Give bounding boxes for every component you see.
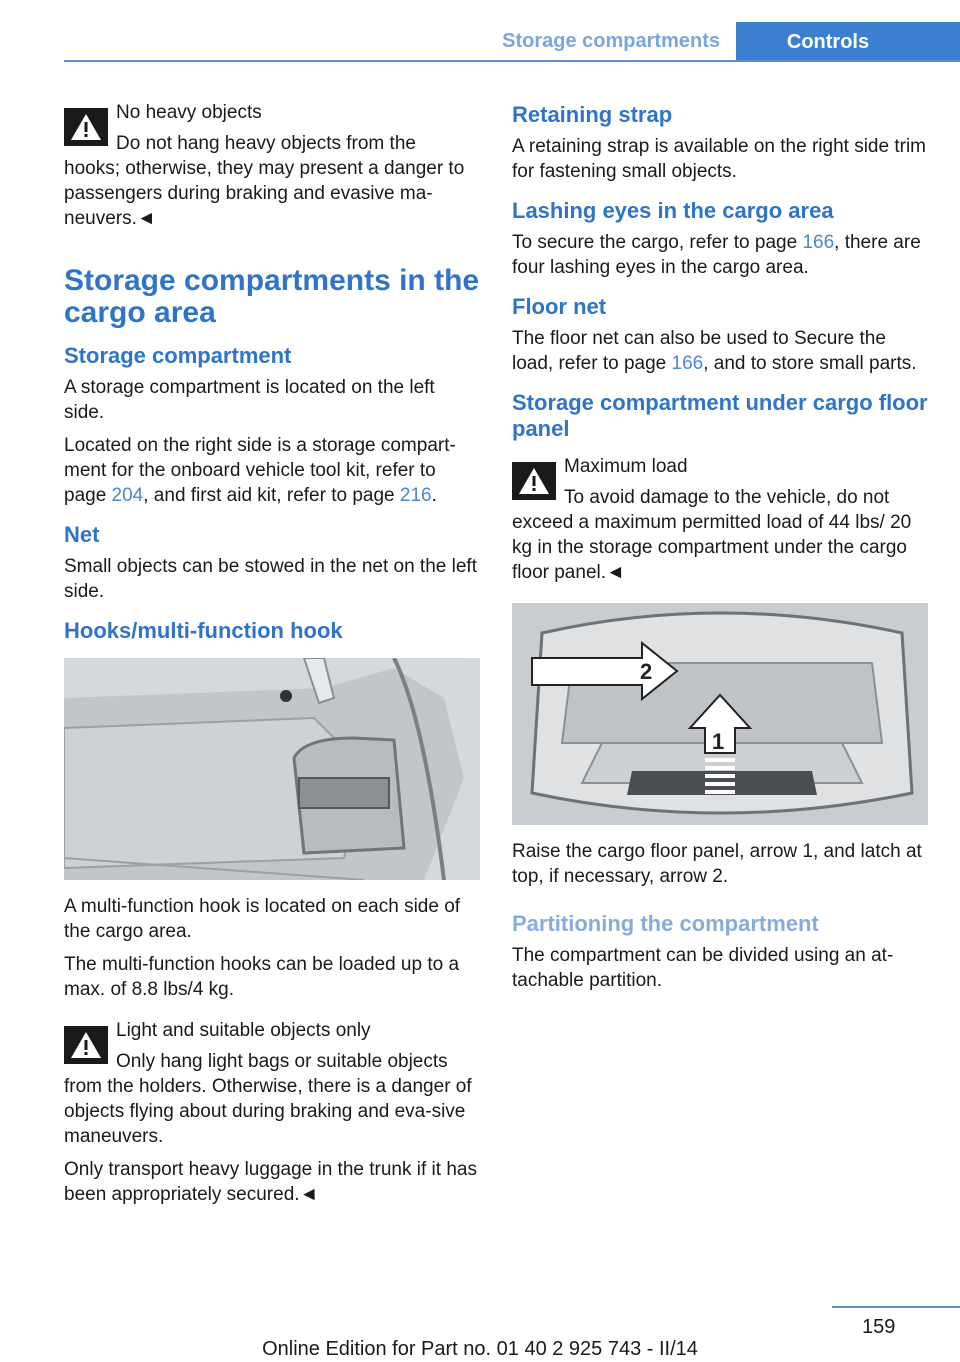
warning-heading: Maximum load [564,456,688,477]
paragraph: The compartment can be divided using an at-tachable partition. [512,945,894,991]
text: , and to store small parts. [703,353,917,374]
subheading-retaining-strap: Retaining strap [512,102,673,127]
warning-heading: Light and suitable objects only [116,1020,371,1041]
edition-footer: Online Edition for Part no. 01 40 2 925 743 - II/14 [262,1338,698,1360]
left-column [64,100,480,1215]
paragraph-with-link [512,230,928,280]
section-heading: Storage compartments in the cargo area [64,264,480,329]
text: The floor net can also be used to Secure the load, refer to page [512,328,886,374]
warning-light-objects [64,1018,480,1149]
warning-heavy-objects [64,100,480,231]
warning-text: exceed a maximum permitted load of 44 lbs/ 20 kg in the storage compartment under the cargo floor panel.◄ [512,512,912,583]
text: Located on the right side is a storage compart-ment for the onboard vehicle tool kit, refer to page [64,435,456,506]
footer-rule [832,1306,960,1308]
subheading-under-floor-compartment: Storage compartment under cargo floor panel [512,390,928,441]
text: , and first aid kit, refer to page [143,485,400,506]
subheading-partitioning: Partitioning the compartment [512,911,819,936]
chapter-tab-label: Controls [786,30,870,53]
text: To secure the cargo, refer to page [512,232,803,253]
section-title: Storage compartments [502,30,720,52]
warning-line: To avoid damage to the vehicle, do not [564,487,890,508]
page-link-216[interactable]: 216 [399,485,432,506]
arrow-1-label: 1 [712,729,725,754]
header-rule [64,60,960,62]
paragraph: A multi-function hook is located on each side of the cargo area. [64,896,461,942]
warning-triangle-icon [64,108,108,146]
page-number: 159 [862,1316,896,1338]
subheading-storage-compartment: Storage compartment [64,343,292,368]
page-link-204[interactable]: 204 [111,485,144,506]
subheading-lashing-eyes: Lashing eyes in the cargo area [512,198,834,223]
figure-cargo-hooks [64,658,480,880]
paragraph: Small objects can be stowed in the net on the left side. [64,556,477,602]
text: , there are four lashing eyes in the cargo area. [512,232,921,278]
text: . [431,485,437,506]
warning-maximum-load [512,454,928,585]
paragraph: A retaining strap is available on the right side trim for fastening small objects. [512,136,926,182]
paragraph-with-links [64,433,480,508]
subheading-hooks: Hooks/multi-function hook [64,618,343,643]
warning-line: Do not hang heavy objects from the [116,133,416,154]
page-header [0,0,960,62]
paragraph: A storage compartment is located on the left side. [64,377,435,423]
subheading-net: Net [64,522,100,547]
figure-caption: Raise the cargo floor panel, arrow 1, and latch at top, if necessary, arrow 2. [512,841,922,887]
warning-line: Only hang light bags or suitable objects [116,1051,448,1072]
subheading-floor-net: Floor net [512,294,607,319]
warning-heading: No heavy objects [116,102,262,123]
warning-triangle-icon [512,462,556,500]
warning-text: hooks; otherwise, they may present a danger to passengers during braking and evasive ma-neuvers.◄ [64,158,465,229]
paragraph: The multi-function hooks can be loaded up to a max. of 8.8 lbs/4 kg. [64,954,460,1000]
warning-text: from the holders. Otherwise, there is a danger of objects flying about during braking and eva-sive maneuvers. [64,1076,472,1147]
paragraph: Only transport heavy luggage in the trunk if it has been appropriately secured.◄ [64,1159,477,1205]
page-link-166[interactable]: 166 [802,232,835,253]
chapter-tab [736,22,960,62]
right-column [512,100,928,1001]
warning-triangle-icon [64,1026,108,1064]
page-link-166[interactable]: 166 [671,353,704,374]
arrow-2-label: 2 [640,659,653,684]
figure-cargo-floor-panel [512,603,928,825]
paragraph-with-link [512,326,928,376]
